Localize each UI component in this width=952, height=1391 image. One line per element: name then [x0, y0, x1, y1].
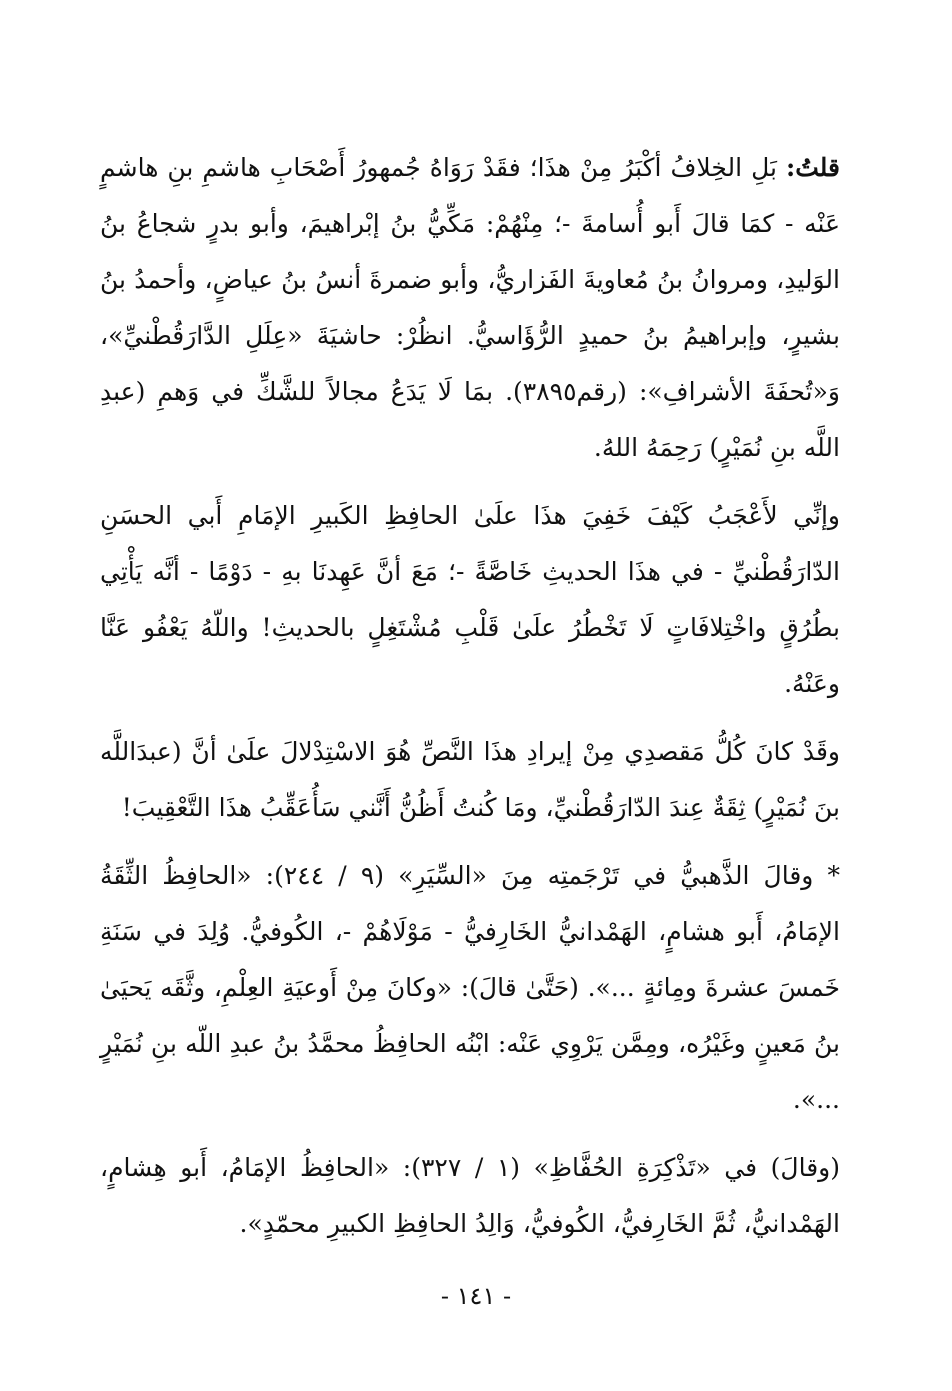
paragraph-2: وإنِّي لأَعْجَبُ كَيْفَ خَفِيَ هذَا علَىٰ الحافِظِ الكَبيرِ الإمَامِ أَبي الحسَنِ الدّارَقُطْنيِّ - في هذَا الحديثِ خَاصَّةً -؛ مَعَ أنَّ عَهِدنَا بهِ - دَوْمًا - أنَّه يَأْتِي بطُرُقٍ واخْتِلافَاتٍ لَا تَخْطُرُ علَىٰ قَلْبِ مُشْتَغِلٍ بالحديثِ! واللّهُ يَعْفُو عَنَّا وعَنْهُ.	[100, 501, 840, 698]
paragraph-1	[100, 140, 840, 476]
document-page	[100, 140, 840, 1252]
paragraph-4: * وقالَ الذَّهبيُّ في تَرْجَمتِه مِنَ «السِّيَرِ» (٩ / ٢٤٤): «الحافِظُ الثِّقَةُ الإمَامُ، أَبو هشامٍ، الهَمْدانيُّ الخَارِفيُّ - مَوْلَاهُمْ -، الكُوفيُّ. وُلِدَ في سَنَةِ خَمسَ عشرةَ ومِائةٍ ...». (حَتَّىٰ قالَ): «وكانَ مِنْ أَوعيَةِ العِلْمِ، وثَّقَه يَحيَىٰ بنُ مَعينٍ وغَيْرُه، ومِمَّن يَرْوِي عَنْه: ابْنُه الحافِظُ محمَّدُ بنُ عبدِ اللّه بنِ نُمَيْرٍ ...».	[100, 861, 840, 1114]
paragraph-3: وقَدْ كانَ كُلُّ مَقصدِي مِنْ إيرادِ هذَا النَّصِّ هُوَ الاسْتِدْلالَ علَىٰ أنَّ (عبدَاللَّه بنَ نُمَيْرٍ) ثِقَةٌ عِندَ الدّارَقُطْنيِّ، ومَا كُنتُ أَظُنُّ أَنَّني سَأُعَقِّبُ هذَا التَّعْقِيبَ!	[100, 737, 840, 822]
paragraph-5: (وقالَ) في «تَذْكِرَةِ الحُفَّاظِ» (١ / ٣٢٧): «الحافِظُ الإمَامُ، أَبو هِشامٍ، الهَمْدانيُّ، ثُمَّ الخَارِفيُّ، الكُوفيُّ، وَالِدُ الحافِظِ الكبيرِ محمّدٍ».	[100, 1153, 840, 1238]
paragraph-text: بَلِ الخِلافُ أكْبَرُ مِنْ هذَا؛ فقَدْ رَوَاهُ جُمهورُ أَصْحَابِ هاشمِ بنِ هاشمٍ عَنْه - كمَا قالَ أَبو أُسامةَ -؛ مِنْهُمْ: مَكِّيُّ بنُ إبْراهيمَ، وأبو بدرٍ شجاعُ بنُ الوَليدِ، ومروانُ بنُ مُعاويةَ الفَزاريُّ، وأبو ضمرةَ أنسُ بنُ عياضٍ، وأحمدُ بنُ بشيرٍ، وإبراهيمُ بنُ حميدٍ الرُّؤَاسيُّ. انظُرْ: حاشيَةَ «عِلَلِ الدَّارَقُطْنيِّ»، وَ«تُحفَةَ الأشرافِ»: (رقم٣٨٩٥). بمَا لَا يَدَعُ مجالاً للشَّكِّ في وَهمِ (عبدِ اللَّه بنِ نُمَيْرٍ) رَحِمَهُ اللهُ.	[100, 153, 840, 462]
page-number: - ١٤١ -	[440, 1282, 512, 1310]
paragraph-lead: قلتُ:	[785, 153, 840, 182]
